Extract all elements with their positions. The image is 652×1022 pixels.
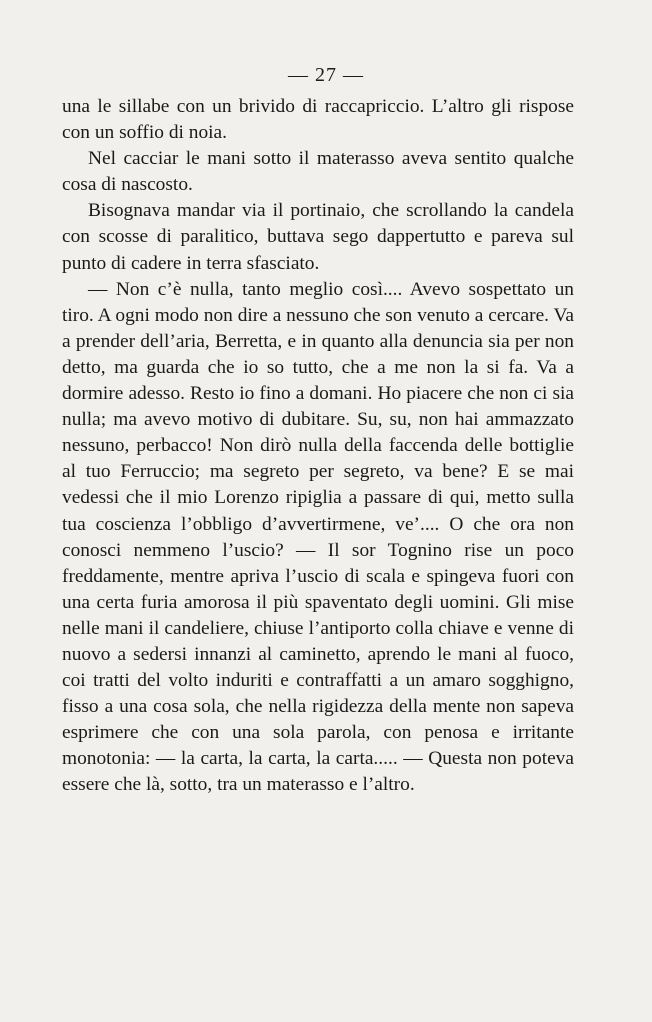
paragraph: — Non c’è nulla, tanto meglio così.... Avevo sospettato un tiro. A ogni modo non dire a nessuno che son venuto a cercare. Va a prender dell’aria, Berretta, e in quanto alla denuncia sia per non detto, ma guarda che io so tutto, che a me non la si fa. Va a dormire adesso. Resto io fino a domani. Ho piacere che non ci sia nulla; ma avevo motivo di dubitare. Su, su, non hai ammazzato nessuno, perbacco! Non dirò nulla della faccenda delle bottiglie al tuo Ferruccio; ma segreto per segreto, va bene? E se mai vedessi che il mio Lorenzo ripiglia a passare di qui, metto sulla tua coscienza l’obbligo d’avvertirmene, ve’.... O che ora non conosci nemmeno l’uscio? — Il sor Tognino rise un poco freddamente, mentre apriva l’uscio di scala e spingeva fuori con una certa furia amorosa il più spaventato degli uomini. Gli mise nelle mani il candeliere, chiuse l’antiporto colla chiave e venne di nuovo a sedersi innanzi al caminetto, aprendo le mani al fuoco, coi tratti del volto induriti e contraffatti a un amaro sogghigno, fisso a una cosa sola, che nella rigidezza della mente non sapeva esprimere che con una sola parola, con penosa e irritante monotonia: — la carta, la carta, la carta..... — Questa non poteva essere che là, sotto, tra un materasso e l’altro. (62, 278, 574, 796)
page-number: — 27 — (288, 64, 364, 86)
paragraph: Bisognava mandar via il portinaio, che scrollando la candela con scosse di paralitico, buttava sego dappertutto e pareva sul punto di cadere in terra sfasciato. (62, 200, 574, 274)
paragraph: Nel cacciar le mani sotto il materasso aveva sentito qualche cosa di nascosto. (62, 148, 574, 196)
body-text (62, 94, 574, 799)
paragraph: una le sillabe con un brivido di raccapriccio. L’altro gli rispose con un soffio di noia. (62, 96, 574, 144)
